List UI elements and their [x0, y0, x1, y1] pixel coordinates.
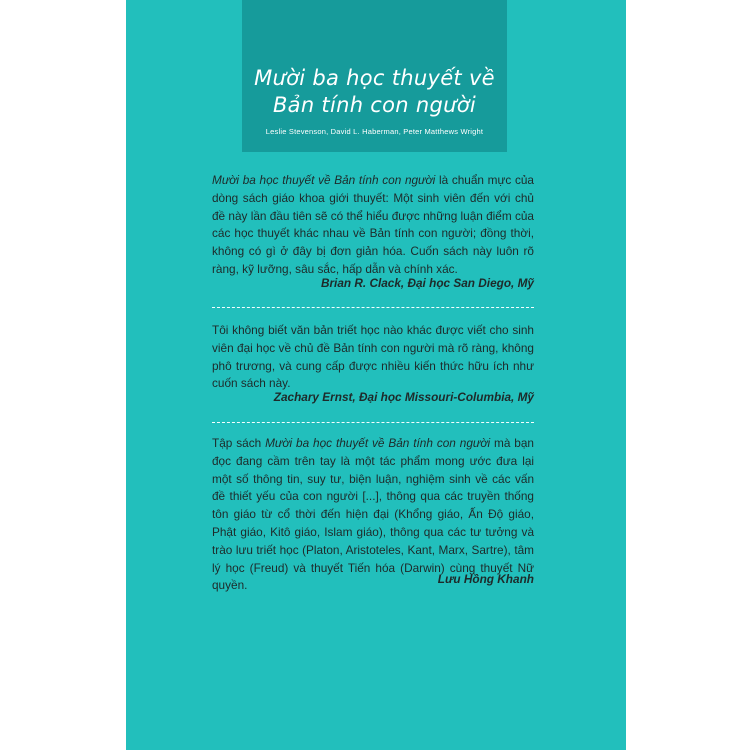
quote-2-attribution: Zachary Ernst, Đại học Missouri-Columbia, Mỹ — [273, 390, 534, 404]
divider-2 — [212, 422, 534, 423]
quote-3-body: mà bạn đọc đang cầm trên tay là một tác phẩm mong ước đưa lại một số thông tin, suy tư, biện luận, nghiệm sinh về các vấn đề thiết yếu của con người [...], thông qua các truyền thống tôn giáo từ cổ thời đến hiện đại (Khổng giáo, Ấn Độ giáo, Phật giáo, Kitô giáo, Islam giáo), thông qua các tư tưởng và trào lưu triết học (Platon, Aristoteles, Kant, Marx, Sartre), tâm lý học (Freud) và thuyết Tiến hóa (Darwin) cùng thuyết Nữ quyền. — [212, 436, 534, 593]
quote-1-italic-title: Mười ba học thuyết về Bản tính con người — [212, 173, 436, 187]
quote-2 — [212, 322, 534, 393]
quote-3-italic-title: Mười ba học thuyết về Bản tính con người — [265, 436, 491, 450]
quote-3-attribution: Lưu Hồng Khanh — [437, 572, 534, 586]
quote-3-lead: Tập sách — [212, 436, 266, 450]
book-back-cover — [126, 0, 626, 750]
book-title-line-1: Mười ba học thuyết về — [254, 66, 495, 90]
book-authors: Leslie Stevenson, David L. Haberman, Peter Matthews Wright — [265, 127, 484, 136]
quote-1-body: là chuẩn mực của dòng sách giáo khoa giới thuyết: Một sinh viên đến với chủ đề này lần đầu tiên sẽ có thể hiểu được những luận điểm của các học thuyết khác nhau về Bản tính con người; đồng thời, không có gì ở đây bị đơn giản hóa. Cuốn sách này luôn rõ ràng, kỹ lưỡng, sâu sắc, hấp dẫn và chính xác. — [212, 173, 534, 276]
title-box — [242, 0, 507, 152]
quote-1-attribution: Brian R. Clack, Đại học San Diego, Mỹ — [320, 276, 534, 290]
book-title-line-2: Bản tính con người — [272, 93, 477, 117]
quote-1-text — [212, 172, 534, 279]
quote-2-text: Tôi không biết văn bản triết học nào khác được viết cho sinh viên đại học về chủ đề Bản tính con người mà rõ ràng, không phô trương, và cung cấp được nhiều kiến thức hữu ích như cuốn sách này. — [212, 323, 534, 391]
divider-1 — [212, 307, 534, 308]
quote-1 — [212, 172, 534, 279]
